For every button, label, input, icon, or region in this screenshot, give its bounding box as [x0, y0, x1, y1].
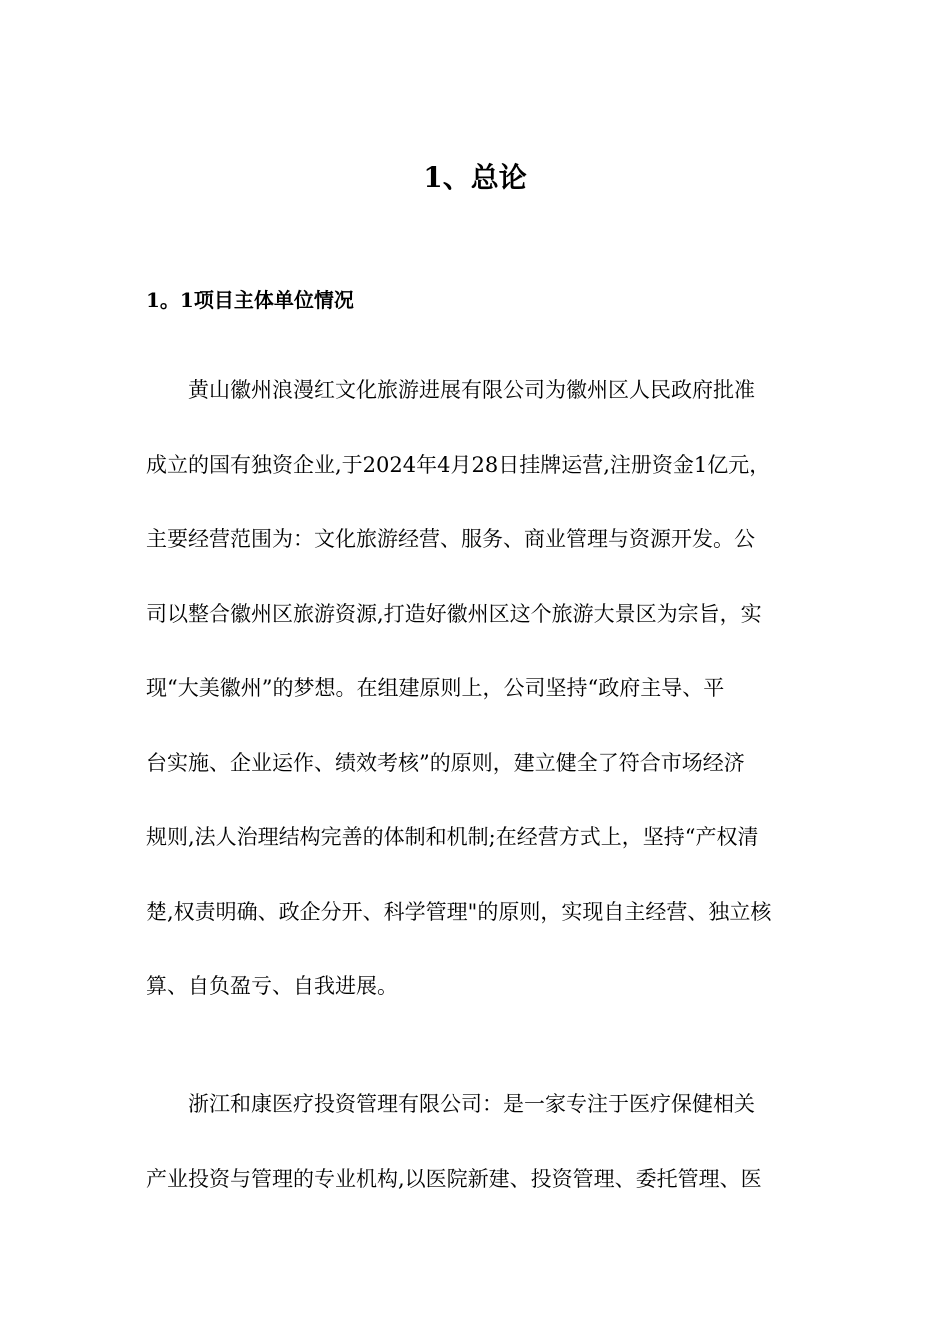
paragraph-line: 浙江和康医疗投资管理有限公司：是一家专注于医疗保健相关	[188, 1092, 755, 1116]
paragraph-line: 主要经营范围为：文化旅游经营、服务、商业管理与资源开发。公	[146, 527, 755, 551]
paragraph-line: 楚,权责明确、政企分开、科学管理"的原则，实现自主经营、独立核	[146, 899, 772, 924]
paragraph-company-intro	[146, 372, 806, 1043]
paragraph-line: 司以整合徽州区旅游资源,打造好徽州区这个旅游大景区为宗旨，实	[146, 601, 762, 626]
paragraph-line: 规则,法人治理结构完善的体制和机制;在经营方式上，坚持“产权清	[146, 825, 759, 849]
paragraph-line: 黄山徽州浪漫红文化旅游进展有限公司为徽州区人民政府批准	[188, 378, 755, 402]
paragraph-line: 算、自负盈亏、自我进展。	[146, 974, 398, 998]
paragraph-line: 产业投资与管理的专业机构,以医院新建、投资管理、委托管理、医	[146, 1166, 762, 1191]
section-heading: 1。1项目主体单位情况	[146, 288, 354, 312]
paragraph-partner-intro	[146, 1086, 806, 1235]
paragraph-line: 台实施、企业运作、绩效考核”的原则，建立健全了符合市场经济	[146, 750, 745, 775]
paragraph-line: 成立的国有独资企业,于2024年4月28日挂牌运营,注册资金1亿元，	[146, 452, 771, 477]
paragraph-line: 现“大美徽州”的梦想。在组建原则上，公司坚持“政府主导、平	[146, 676, 725, 700]
chapter-title: 1、总论	[423, 161, 527, 194]
